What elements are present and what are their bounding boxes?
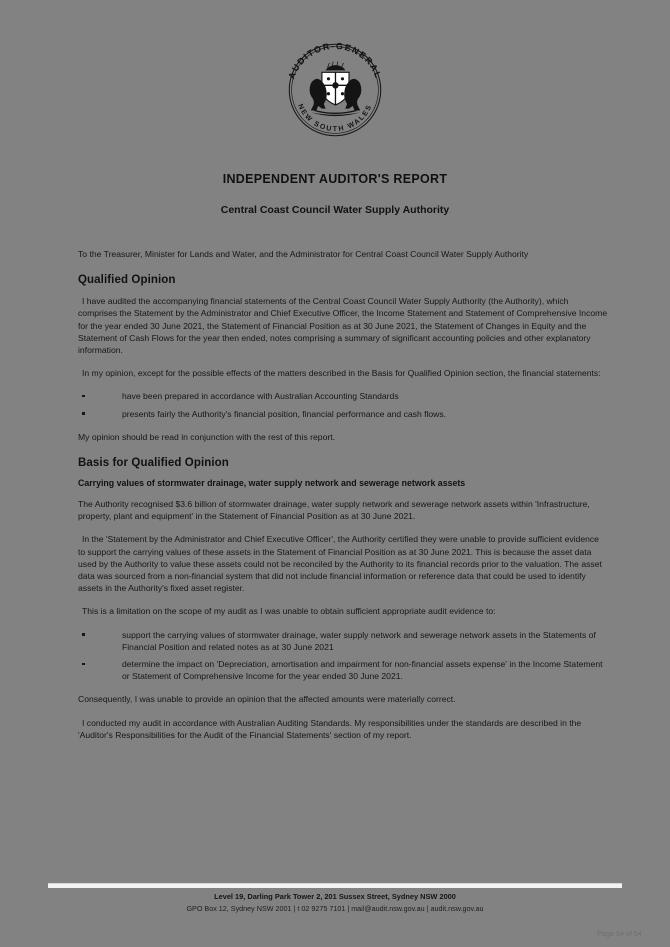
section-heading-qualified-opinion: Qualified Opinion (78, 274, 176, 287)
list-item (78, 408, 608, 420)
list-item-text: support the carrying values of stormwater drainage, water supply network and sewerage network assets in the Statements of Financial Position and related notes as at 30 June 2021 (122, 629, 596, 652)
section-heading-basis-for-qualified-opinion: Basis for Qualified Opinion (78, 457, 229, 470)
footer-address: Level 19, Darling Park Tower 2, 201 Sussex Street, Sydney NSW 2000 (214, 892, 456, 901)
page-footer (0, 875, 670, 947)
addressee-paragraph: To the Treasurer, Minister for Lands and Water, and the Administrator for Central Coast Council Water Supply Authority (78, 249, 529, 259)
basis-bullet-list (78, 629, 608, 683)
bullet-dot-icon (82, 663, 85, 666)
list-item (78, 390, 608, 402)
basis-paragraph-1: The Authority recognised $3.6 billion of stormwater drainage, water supply network and sewerage network assets within 'Infrastructure, property, plant and equipment' in the Statement of Financial Position as at 30 June 2021. (78, 499, 590, 522)
basis-paragraph-3: This is a limitation on the scope of my audit as I was unable to obtain sufficient appropriate audit evidence to: (82, 606, 496, 617)
bullet-dot-icon (82, 395, 85, 398)
footer-divider (48, 883, 622, 888)
basis-paragraph-2: In the 'Statement by the Administrator and Chief Executive Officer', the Authority certified they were unable to provide sufficient evidence to support the carrying values of these assets in the Statement of Financial Position as at 30 June 2021. This is because the asset data used by the Authority to value these assets could not be reconciled by the Authority to its financial records prior to the valuation. The asset data was sourced from a non-financial system that did not include financial information or reference data that could be used to identify assets in the Authority's fixed asset register. (78, 534, 602, 594)
svg-text:AUDITOR-GENERAL: AUDITOR-GENERAL (286, 40, 384, 81)
page-number: Page 54 of 54 (597, 929, 642, 938)
bullet-dot-icon (82, 633, 85, 636)
bullet-dot-icon (82, 412, 85, 415)
basis-trailing-paragraph-2: I conducted my audit in accordance with Australian Auditing Standards. My responsibilities under the standards are described in the 'Auditor's Responsibilities for the Audit of the Financial Statements' section of my report. (78, 717, 582, 740)
qualified-opinion-paragraph-1: I have audited the accompanying financial statements of the Central Coast Council Water Supply Authority (the Authority), which comprises the Statement by the Administrator and Chief Executive Officer, the Income Statement and Statement of Comprehensive Income for the year ended 30 June 2021, the Statement of Financial Position as at 30 June 2021, the Statement of Changes in Equity and the Statement of Cash Flows for the year then ended, notes comprising a summary of significant accounting policies and other explanatory information. (78, 296, 608, 356)
qualified-opinion-bullet-list (78, 390, 608, 419)
subsection-heading-carrying-values: Carrying values of stormwater drainage, water supply network and sewerage network assets (78, 478, 466, 489)
list-item-text: determine the impact on 'Depreciation, amortisation and impairment for non-financial assets expense' in the Income Statement or Statement of Comprehensive Income for the year ended 30 June 2021. (122, 659, 603, 682)
footer-contact: GPO Box 12, Sydney NSW 2001 | t 02 9275 7101 | mail@audit.nsw.gov.au | audit.nsw.gov.au (186, 904, 484, 913)
list-item-text: have been prepared in accordance with Australian Accounting Standards (122, 391, 399, 402)
qualified-opinion-closing: My opinion should be read in conjunction with the rest of this report. (78, 431, 336, 442)
list-item (78, 629, 608, 653)
basis-trailing-paragraph-1: Consequently, I was unable to provide an opinion that the affected amounts were materially correct. (78, 694, 456, 705)
entity-subtitle: Central Coast Council Water Supply Authority (220, 204, 450, 216)
report-body (0, 248, 670, 741)
list-item-text: presents fairly the Authority's financial position, financial performance and cash flows. (122, 408, 447, 419)
page-title: INDEPENDENT AUDITOR'S REPORT (222, 172, 448, 186)
footer-contact-block (0, 892, 670, 914)
list-item (78, 658, 608, 682)
nsw-coat-of-arms-icon (279, 34, 391, 146)
auditor-general-crest (0, 0, 670, 146)
qualified-opinion-paragraph-2: In my opinion, except for the possible effects of the matters described in the Basis for Qualified Opinion section, the financial statements: (82, 368, 601, 379)
svg-text:NEW SOUTH WALES: NEW SOUTH WALES (296, 102, 374, 134)
